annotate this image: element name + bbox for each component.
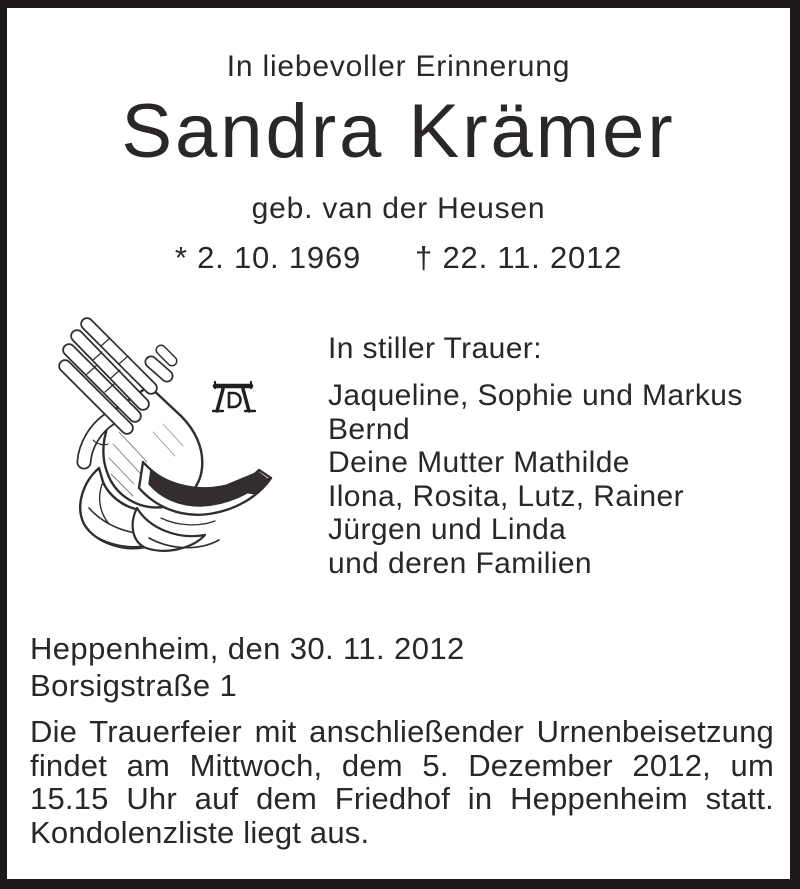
- place-date-block: [30, 630, 465, 704]
- mourner-line: Ilona, Rosita, Lutz, Rainer: [328, 479, 684, 513]
- funeral-line: Die Trauerfeier mit anschließender Urnenbeisetzung: [30, 714, 774, 749]
- memorial-line: In liebevoller Erinnerung: [226, 50, 571, 83]
- mourner-line: Jürgen und Linda: [328, 513, 567, 546]
- card-inner: [7, 8, 790, 879]
- birth-date: * 2. 10. 1969: [174, 240, 362, 275]
- mourning-intro: In stiller Trauer:: [328, 332, 542, 365]
- mourner-line: Jaqueline, Sophie und Markus: [328, 379, 743, 412]
- duerer-monogram-icon: [213, 382, 255, 411]
- mourner-line: Deine Mutter Mathilde: [328, 446, 630, 479]
- city-date-line: Heppenheim, den 30. 11. 2012: [30, 631, 465, 666]
- death-date: † 22. 11. 2012: [415, 240, 623, 275]
- mourner-line: und deren Familien: [328, 546, 593, 580]
- mourner-line: Bernd: [328, 412, 411, 446]
- deceased-name: Sandra Krämer: [121, 89, 676, 174]
- street-line: Borsigstraße 1: [30, 668, 238, 703]
- funeral-line: findet am Mittwoch, dem 5. Dezember 2012, um: [30, 747, 774, 783]
- life-dates: [7, 240, 790, 276]
- mourning-block: [328, 332, 780, 580]
- funeral-line: Kondolenzliste liegt aus.: [30, 814, 370, 850]
- maiden-name: geb. van der Heusen: [251, 192, 546, 225]
- funeral-announcement: [30, 715, 774, 849]
- praying-hands-icon: [53, 312, 278, 564]
- funeral-line: 15.15 Uhr auf dem Friedhof in Heppenheim statt.: [30, 781, 774, 816]
